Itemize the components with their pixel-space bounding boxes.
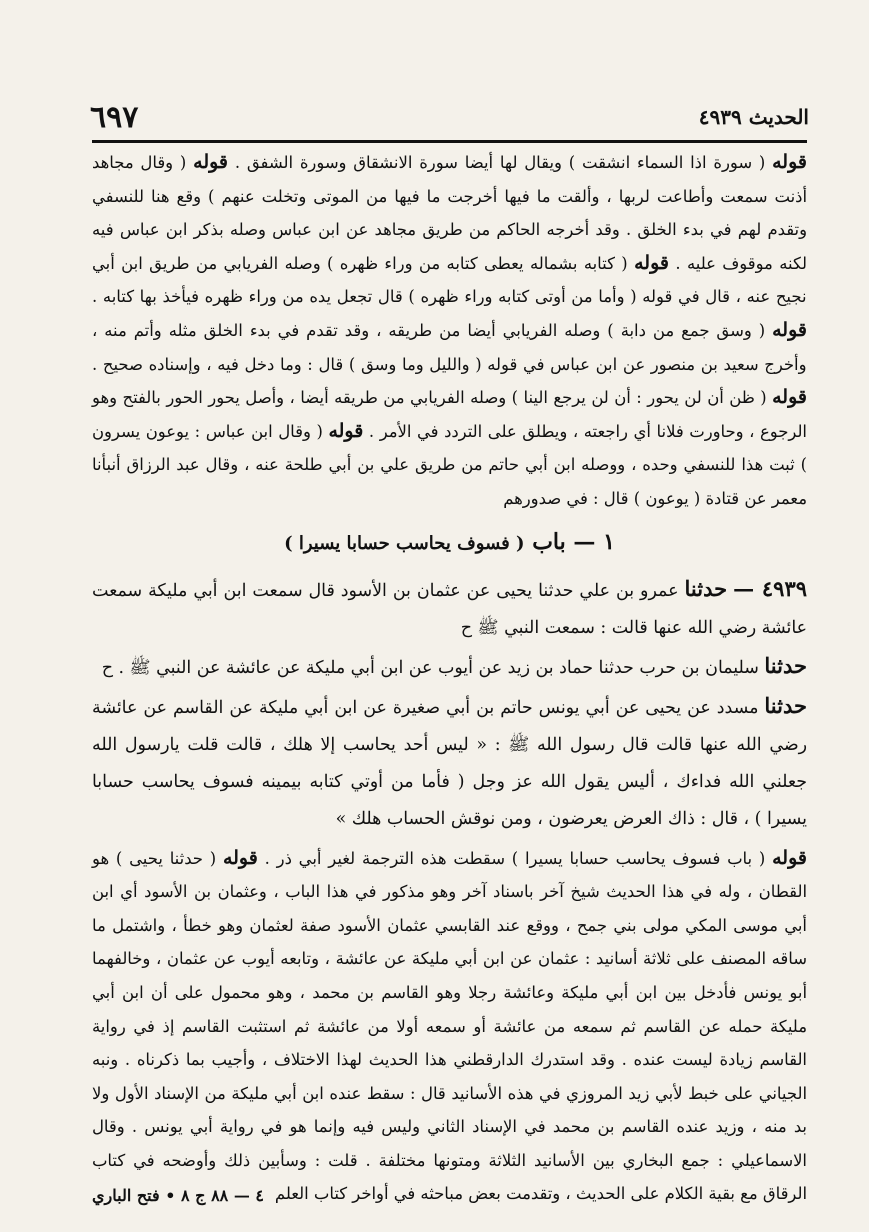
keyword-haddathana: حدثنا xyxy=(684,575,728,601)
page-body xyxy=(92,146,807,1211)
chapter-number: ١ — xyxy=(573,528,615,555)
header-hadith-label: الحديث ٤٩٣٩ xyxy=(698,105,809,129)
keyword-qawluhu: قوله xyxy=(772,846,807,869)
page-number: ٦٩٧ xyxy=(90,99,139,135)
hadith-number: ٤٩٣٩ — xyxy=(733,575,808,601)
commentary-paragraph-1 xyxy=(92,146,807,516)
keyword-qawluhu: قوله xyxy=(634,251,669,274)
hadith-block xyxy=(92,570,807,838)
chapter-title: ( فسوف يحاسب حسابا يسيرا ) xyxy=(284,532,525,554)
commentary-text: ( ظن أن لن يحور : أن لن يرجع الينا ) وصله الفريابي من طريقه أيضا ، وأصل يحور الحور بالفتح وهو الرجوع ، وحاورت فلانا أي راجعته ، ويطلق على التردد في الأمر . xyxy=(92,388,807,441)
commentary-text: ( كتابه بشماله يعطى كتابه من وراء ظهره ) وصله الفريابي من طريق ابن أبي نجيح عنه ، قال في قوله ( وأما من أوتى كتابه وراء ظهره ) قال تجعل يده من وراء ظهره فيأخذ بها كتابه . xyxy=(92,253,807,307)
hadith-text: مسدد عن يحيى عن أبي يونس حاتم بن أبي صغيرة عن ابن أبي مليكة عن القاسم عن عائشة رضي الله عنها قالت قال رسول الله ﷺ : « ليس أحد يحاسب إلا هلك ، قالت قلت يارسول الله جعلني الله فداءك ، أليس يقول الله عز وجل ( فأما من أوتي كتابه بيمينه فسوف يحاسب حسابا يسيرا ) ، قال : ذاك العرض يعرضون ، ومن نوقش الحساب هلك » xyxy=(92,697,807,829)
commentary-paragraph-2 xyxy=(92,842,807,1212)
commentary-text: ( سورة اذا السماء انشقت ) ويقال لها أيضا سورة الانشقاق وسورة الشفق . xyxy=(228,153,773,172)
page-footer: ٤ — ٨٨ ج ٨ • فتح الباري xyxy=(92,1186,264,1205)
commentary-text: ( وسق جمع من دابة ) وصله الفريابي أيضا من طريقه ، وقد تقدم في بدء الخلق مثله وأتم منه ، وأخرج سعيد بن منصور عن ابن عباس في قوله ( والليل وما وسق ) قال : وما دخل فيه ، وإسناده صحيح . xyxy=(92,320,807,374)
hadith-chain-1 xyxy=(92,570,807,647)
hadith-text: عمرو بن علي حدثنا يحيى عن عثمان بن الأسود قال سمعت ابن أبي مليكة سمعت عائشة رضي الله عنها قالت : سمعت النبي ﷺ ح xyxy=(92,580,807,638)
hadith-chain-3 xyxy=(92,687,807,838)
keyword-haddathana: حدثنا xyxy=(764,652,807,678)
hadith-chain-2 xyxy=(92,647,807,687)
keyword-qawluhu: قوله xyxy=(328,419,364,442)
commentary-text: ( حدثنا يحيى ) هو القطان ، وله في هذا الحديث شيخ آخر باسناد آخر وهو مذكور في هذا الباب ، وعثمان بن الأسود أي ابن أبي موسى المكي مولى بني جمح ، ووقع عند القابسي عثمان الأسود صفة لعثمان وهو خطأ ، واشتمل ما ساقه المصنف على ثلاثة أسانيد : عثمان عن ابن أبي مليكة عن عائشة ، وتابعه أيوب عن عثمان ، وخالفهما أبو يونس فأدخل بين ابن أبي مليكة وعائشة رجلا وهو القاسم بن محمد ، وهو محمول على أن ابن أبي مليكة حمله عن القاسم ثم سمعه من عائشة أو سمعه أولا من عائشة ثم استثبت القاسم إذ في رواية القاسم زيادة ليست عنده . وقد استدرك الدارقطني هذا الحديث لهذا الاختلاف ، وأجيب بما ذكرناه . ونبه الجياني على خبط لأبي زيد المروزي في هذه الأسانيد قال : سقط عنده ابن أبي مليكة من الإسناد الأول ولا بد منه ، وزيد عنده القاسم بن محمد في الإسناد الثاني وليس فيه وإنما هو في رواية أبي يونس . وقال الاسماعيلي : جمع البخاري بين الأسانيد الثلاثة ومتونها مختلفة . قلت : وسأبين ذلك وأوضحه في كتاب الرقاق مع بقية الكلام على الحديث ، وتقدمت بعض مباحثه في أواخر كتاب العلم xyxy=(92,848,807,1204)
running-header xyxy=(90,96,809,138)
keyword-qawluhu: قوله xyxy=(772,386,807,409)
keyword-qawluhu: قوله xyxy=(772,151,807,173)
keyword-haddathana: حدثنا xyxy=(764,692,807,718)
commentary-text: ( باب فسوف يحاسب حسابا يسيرا ) سقطت هذه الترجمة لغير أبي ذر . xyxy=(257,848,773,868)
commentary-text: ( وقال ابن عباس : يوعون يسرون ) ثبت هذا للنسفي وحده ، ووصله ابن أبي حاتم من طريق علي بن أبي طلحة عنه ، وقال عبد الرزاق أنبأنا معمر عن قتادة ( يوعون ) قال : في صدورهم xyxy=(92,421,807,508)
header-rule xyxy=(92,140,807,143)
chapter-word: باب xyxy=(532,528,566,555)
keyword-qawluhu: قوله xyxy=(772,318,807,341)
hadith-text: سليمان بن حرب حدثنا حماد بن زيد عن أيوب عن ابن أبي مليكة عن عائشة عن النبي ﷺ . ح xyxy=(101,657,765,678)
chapter-heading xyxy=(92,518,807,568)
commentary-text: ( وقال مجاهد أذنت سمعت وأطاعت لربها ، وألقت ما فيها أخرجت ما فيها من الموتى وتخلت عنهم ) وقع هنا للنسفي وتقدم لهم في بدء الخلق . وقد أخرجه الحاكم من طريق مجاهد عن ابن عباس وصله بذكر ابن عباس فيه لكنه موقوف عليه . xyxy=(92,153,808,273)
keyword-qawluhu: قوله xyxy=(222,846,258,869)
keyword-qawluhu: قوله xyxy=(193,151,229,173)
